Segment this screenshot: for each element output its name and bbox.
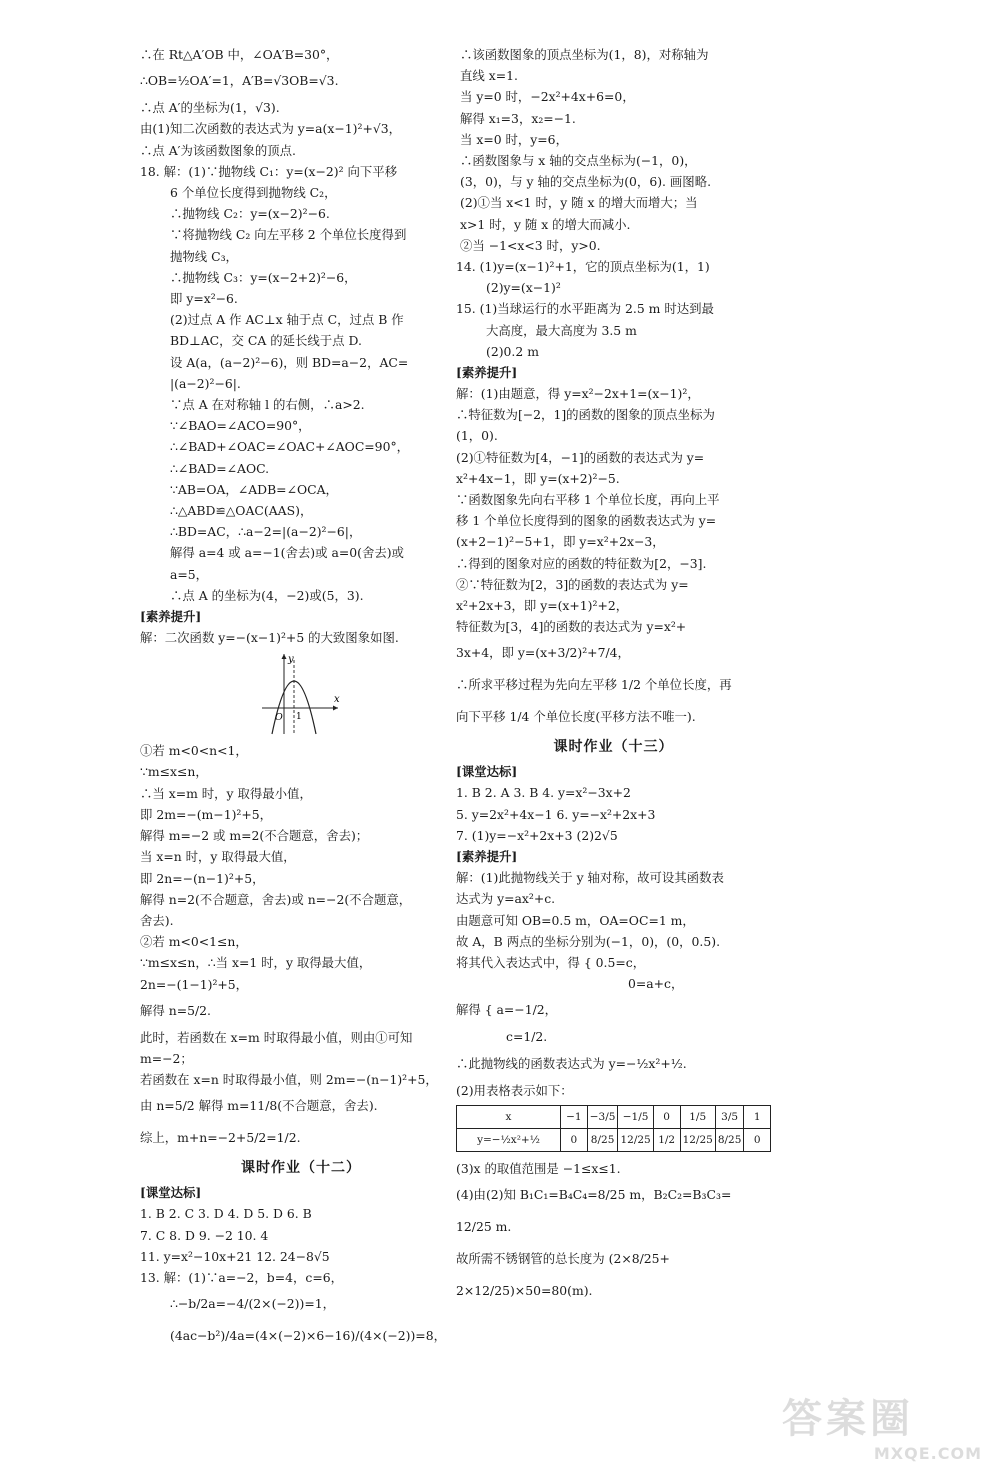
table-cell: 12/25 [680,1128,715,1151]
text-line: ∵m≤x≤n， [140,764,208,780]
text-line: 解得 x₁=3，x₂=−1. [460,110,576,126]
text-line: 综上，m+n=−2+5/2=1/2. [140,1130,301,1146]
text-line: 2n=−(1−1)²+5， [140,976,249,992]
text-line: 将其代入表达式中，得 { 0.5=c， [456,954,646,970]
text-line: 直线 x=1. [460,68,518,84]
table-row [457,1105,771,1128]
table-header-cell: y=−½x²+½ [457,1128,561,1151]
text-line: ∵将抛物线 C₂ 向左平移 2 个单位长度得到 [170,227,407,243]
table-cell: −1 [560,1105,587,1128]
text-line: 故所需不锈钢管的总长度为 (2×8/25+ [456,1250,670,1266]
text-line: (2)0.2 m [486,343,539,359]
text-line: 此时，若函数在 x=m 时取得最小值，则由①可知 [140,1029,413,1045]
table-cell: 0 [653,1105,680,1128]
value-table [456,1105,771,1152]
text-line: (2)①特征数为[4，−1]的函数的表达式为 y= [456,449,705,465]
text-line: ∴得到的图象对应的函数的特征数为[2，−3]. [456,555,707,571]
answer-line: 14. (1)y=(x−1)²+1，它的顶点坐标为(1，1) [456,259,710,275]
text-line: ∴△ABD≌△OAC(AAS)， [170,503,313,519]
section-heading-12: 课时作业（十二） [241,1160,361,1177]
section-tag: [课堂达标] [140,1185,202,1201]
text-line: ∴该函数图象的顶点坐标为(1，8)，对称轴为 [460,47,709,62]
table-cell: 1/5 [680,1105,715,1128]
text-line: 由题意可知 OB=0.5 m，OA=OC=1 m， [456,912,695,928]
text-line: 解得 { a=−1/2， [456,1002,558,1018]
text-line: 即 y=x²−6. [170,291,238,307]
text-line: ②∵特征数为[2，3]的函数的表达式为 y= [456,576,689,592]
answer-line: 5. y=2x²+4x−1 6. y=−x²+2x+3 [456,806,656,822]
text-line: (2)过点 A 作 AC⊥x 轴于点 C，过点 B 作 [170,312,404,328]
text-line: 由 n=5/2 解得 m=11/8(不合题意，舍去). [140,1098,378,1114]
text-line: 3x+4，即 y=(x+3/2)²+7/4， [456,645,630,661]
text-line: 移 1 个单位长度得到的图象的函数表达式为 y= [456,513,717,529]
y-axis-label: y [288,654,294,666]
text-line: c=1/2. [506,1029,548,1045]
text-line: 解：(1)此抛物线关于 y 轴对称，故可设其函数表 [456,870,724,886]
text-line: 解：二次函数 y=−(x−1)²+5 的大致图象如图. [140,630,399,646]
text-line: 由(1)知二次函数的表达式为 y=a(x−1)²+√3， [140,121,401,137]
answer-line: 15. (1)当球运行的水平距离为 2.5 m 时达到最 [456,301,714,317]
table-row [457,1128,771,1151]
text-line: ∴−b/2a=−4/(2×(−2))=1， [170,1296,335,1312]
table-cell: 0 [744,1128,771,1151]
text-line: (4)由(2)知 B₁C₁=B₄C₄=8/25 m，B₂C₂=B₃C₃= [456,1186,732,1202]
text-line: |(a−2)²−6|. [170,375,241,391]
left-column [140,44,462,1352]
text-line: 解得 a=4 或 a=−1(舍去)或 a=0(舍去)或 [170,545,404,561]
text-line: ②若 m<0<1≤n， [140,934,248,950]
text-line: BD⊥AC，交 CA 的延长线于点 D. [170,333,362,349]
text-line: a=5， [170,566,209,582]
table-header-cell: x [457,1105,561,1128]
watermark [782,1387,982,1463]
answer-line: 7. C 8. D 9. −2 10. 4 [140,1227,269,1243]
text-line: ②当 −1<x<3 时，y>0. [460,237,601,253]
text-line: ∵AB=OA，∠ADB=∠OCA， [170,481,338,497]
text-line: ∴点 A′为该函数图象的顶点. [140,142,296,158]
answer-line: 1. B 2. A 3. B 4. y=x²−3x+2 [456,785,631,801]
text-line: ∴特征数为[−2，1]的函数的图象的顶点坐标为 [456,407,715,423]
text-line: (2)①当 x<1 时，y 随 x 的增大而增大；当 [460,195,698,211]
text-line: (1，0). [456,428,498,444]
section-tag: [素养提升] [456,849,518,865]
origin-label: O [275,712,283,724]
text-line: ∵m≤x≤n，∴当 x=1 时，y 取得最大值， [140,955,372,971]
text-line: (2)y=(x−1)² [486,280,561,296]
text-line: 当 x=n 时，y 取得最大值， [140,849,296,865]
answer-line: 1. B 2. C 3. D 4. D 5. D 6. B [140,1206,312,1222]
section-tag: [素养提升] [456,365,518,381]
text-line: ∵∠BAO=∠ACO=90°， [170,418,311,434]
text-line: 舍去). [140,912,174,928]
text-line: (3，0)，与 y 轴的交点坐标为(0，6). 画图略. [460,174,712,190]
table-cell: 1/2 [653,1128,680,1151]
text-line: 大高度，最大高度为 3.5 m [486,322,637,338]
table-cell: −3/5 [587,1105,618,1128]
text-line: 0=a+c， [628,976,684,992]
text-line: 12/25 m. [456,1218,512,1234]
text-line: 向下平移 1/4 个单位长度(平移方法不唯一). [456,709,696,725]
text-line: ∴∠BAD+∠OAC=∠OAC+∠AOC=90°， [170,439,410,455]
text-line: ①若 m<0<n<1， [140,743,248,759]
parabola-sketch [258,650,348,736]
text-line: x>1 时，y 随 x 的增大而减小. [460,216,631,232]
text-line: 即 2n=−(n−1)²+5， [140,870,265,886]
answer-line: 7. (1)y=−x²+2x+3 (2)2√5 [456,827,618,843]
text-line: 达式为 y=ax²+c. [456,891,556,907]
table-cell: 3/5 [715,1105,744,1128]
text-line: ∴点 A′的坐标为(1，√3). [140,100,280,116]
problem-18-start: 18. 解：(1)∵抛物线 C₁：y=(x−2)² 向下平移 [140,163,398,179]
text-line: 故 A，B 两点的坐标分别为(−1，0)，(0，0.5). [456,933,721,949]
table-cell: 8/25 [715,1128,744,1151]
parabola-figure [140,650,462,736]
tick-label-1: 1 [296,712,302,723]
text-line: 设 A(a，(a−2)²−6)，则 BD=a−2，AC= [170,354,409,370]
text-line: (3)x 的取值范围是 −1≤x≤1. [456,1160,621,1176]
text-line: 2×12/25)×50=80(m). [456,1282,593,1298]
table-cell: 1 [744,1105,771,1128]
text-line: ∴OB=½OA′=1，A′B=√3OB=√3. [140,73,339,89]
answer-line: 11. y=x²−10x+21 12. 24−8√5 [140,1248,330,1264]
text-line: 解得 n=2(不合题意，舍去)或 n=−2(不合题意， [140,891,412,907]
section-tag: [课堂达标] [456,764,518,780]
text-line: (2)用表格表示如下： [456,1082,573,1098]
text-line: 解：(1)由题意，得 y=x²−2x+1=(x−1)²， [456,386,700,402]
text-line: m=−2； [140,1050,193,1066]
watermark-logo: 答案圈 [782,1396,914,1442]
text-line: 解得 n=5/2. [140,1002,211,1018]
text-line: ∴抛物线 C₃：y=(x−2+2)²−6， [170,269,357,285]
text-line: x²+2x+3，即 y=(x+1)²+2， [456,598,629,614]
text-line: ∵点 A 在对称轴 l 的右侧，∴a>2. [170,397,365,413]
text-line: ∵函数图象先向右平移 1 个单位长度，再向上平 [456,492,720,508]
text-line: (x+2−1)²−5+1，即 y=x²+2x−3， [456,534,665,550]
text-line: 即 2m=−(m−1)²+5， [140,806,273,822]
table-cell: −1/5 [618,1105,653,1128]
text-line: ∴抛物线 C₂：y=(x−2)²−6. [170,206,330,222]
section-tag: [素养提升] [140,609,202,625]
text-line: 6 个单位长度得到抛物线 C₂， [170,185,337,201]
text-line: ∴BD=AC，∴a−2=|(a−2)²−6|， [170,524,362,540]
text-line: ∴所求平移过程为先向左平移 1/2 个单位长度，再 [456,677,732,693]
text-line: ∴函数图象与 x 轴的交点坐标为(−1，0)， [460,153,697,169]
text-line: 抛物线 C₃， [170,248,238,264]
text-line: x²+4x−1，即 y=(x+2)²−5. [456,470,620,486]
text-line: ∴在 Rt△A′OB 中，∠OA′B=30°， [140,47,339,62]
right-column [456,44,771,1307]
watermark-url: MXQE.COM [873,1444,982,1463]
text-line: (4ac−b²)/4a=(4×(−2)×6−16)/(4×(−2))=8， [170,1328,446,1344]
text-line: 解得 m=−2 或 m=2(不合题意，舍去)； [140,828,369,844]
x-axis-label: x [334,694,340,706]
text-line: ∴∠BAD=∠AOC. [170,460,270,476]
text-line: 当 x=0 时，y=6， [460,131,568,147]
answer-line: 13. 解：(1)∵a=−2，b=4，c=6， [140,1269,343,1285]
text-line: 特征数为[3，4]的函数的表达式为 y=x²+ [456,619,687,635]
text-line: 当 y=0 时，−2x²+4x+6=0， [460,89,635,105]
text-line: 若函数在 x=n 时取得最小值，则 2m=−(n−1)²+5， [140,1072,438,1088]
text-line: ∴此抛物线的函数表达式为 y=−½x²+½. [456,1055,687,1071]
text-line: ∴点 A 的坐标为(4，−2)或(5，3). [170,587,364,603]
table-cell: 0 [560,1128,587,1151]
text-line: ∴当 x=m 时，y 取得最小值， [140,785,312,801]
section-heading-13: 课时作业（十三） [553,739,674,756]
table-cell: 12/25 [618,1128,653,1151]
table-cell: 8/25 [587,1128,618,1151]
